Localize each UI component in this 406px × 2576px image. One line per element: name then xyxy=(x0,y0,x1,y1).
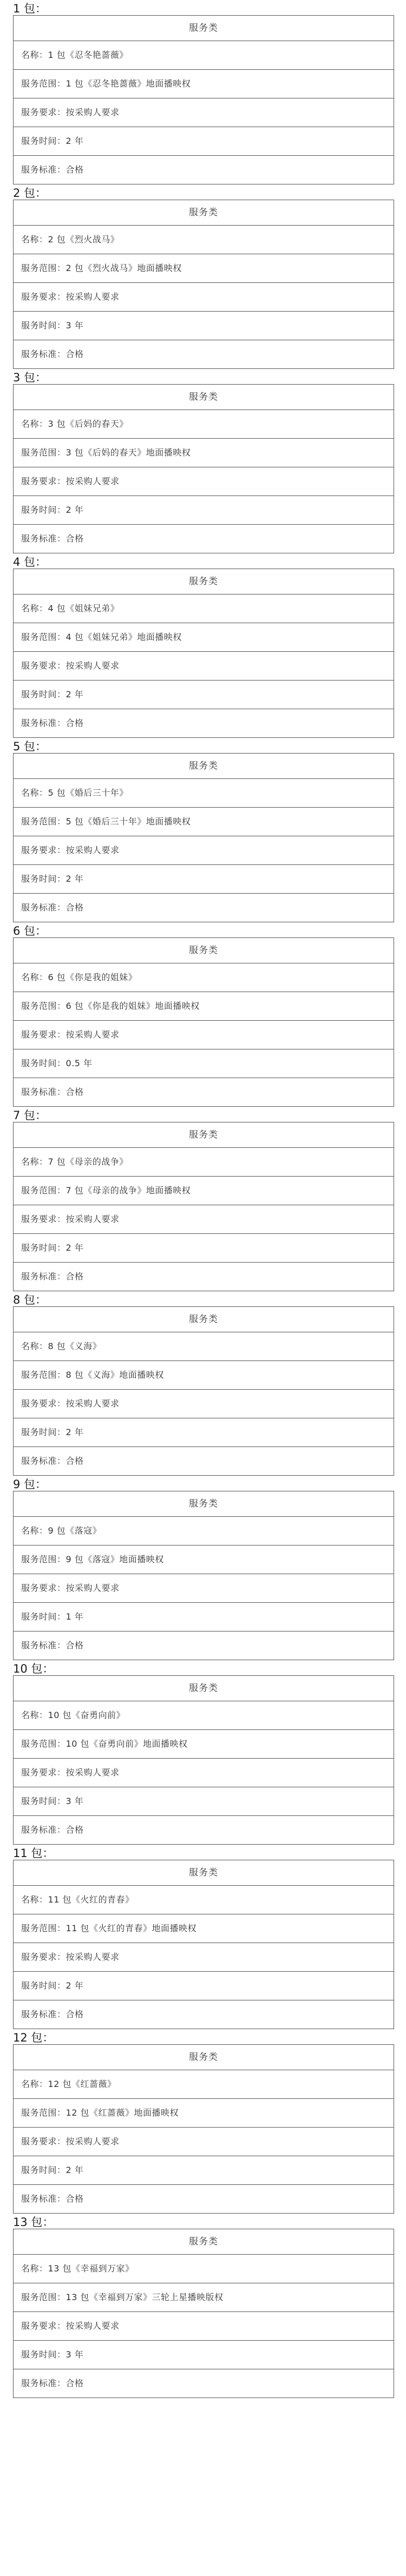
field-label: 服务要求： xyxy=(21,1767,66,1778)
service-standard-value: 合格 xyxy=(66,1456,84,1466)
field-label: 服务标准： xyxy=(21,533,66,544)
service-name-value: 1 包《忍冬艳蔷薇》 xyxy=(48,50,128,60)
service-table xyxy=(13,2229,394,2398)
package-section xyxy=(13,184,394,369)
service-name-row xyxy=(14,226,394,254)
package-label: 13 包： xyxy=(13,2216,54,2229)
service-name-row xyxy=(14,41,394,69)
service-scope-value: 4 包《姐妹兄弟》地面播映权 xyxy=(66,632,182,642)
service-period-row xyxy=(14,1602,394,1631)
service-requirement-value: 按采购人要求 xyxy=(66,1214,120,1224)
service-requirement-row xyxy=(14,282,394,311)
field-label: 服务范围： xyxy=(21,2292,66,2302)
package-section xyxy=(13,2214,394,2398)
service-name-row xyxy=(14,595,394,623)
service-scope-row xyxy=(14,1729,394,1758)
field-label: 服务时间： xyxy=(21,1427,66,1437)
service-name-value: 13 包《幸福到万家》 xyxy=(48,2263,134,2274)
service-requirement-value: 按采购人要求 xyxy=(66,2321,120,2331)
service-standard-row xyxy=(14,155,394,184)
service-name-row xyxy=(14,2070,394,2098)
service-category-header: 服务类 xyxy=(14,938,394,963)
package-section xyxy=(13,0,394,184)
package-section xyxy=(13,1476,394,1660)
service-category-header: 服务类 xyxy=(14,16,394,41)
service-requirement-row xyxy=(14,1389,394,1418)
field-label: 名称： xyxy=(21,1710,48,1720)
service-scope-row xyxy=(14,1176,394,1205)
field-label: 服务范围： xyxy=(21,1370,66,1380)
field-label: 服务标准： xyxy=(21,1271,66,1282)
service-category-header: 服务类 xyxy=(14,2045,394,2070)
service-standard-row xyxy=(14,524,394,553)
service-requirement-value: 按采购人要求 xyxy=(66,1767,120,1778)
field-label: 服务范围： xyxy=(21,816,66,827)
package-section xyxy=(13,738,394,922)
package-section xyxy=(13,1660,394,1845)
field-label: 服务范围： xyxy=(21,1923,66,1933)
service-name-row xyxy=(14,1886,394,1914)
service-category-header: 服务类 xyxy=(14,385,394,410)
service-requirement-row xyxy=(14,1205,394,1233)
service-period-row xyxy=(14,1418,394,1446)
package-section xyxy=(13,1107,394,1291)
service-period-row xyxy=(14,1233,394,1262)
service-name-value: 8 包《义海》 xyxy=(48,1341,102,1351)
service-category-header: 服务类 xyxy=(14,200,394,226)
field-label: 服务范围： xyxy=(21,263,66,273)
field-label: 服务时间： xyxy=(21,2349,66,2360)
service-requirement-row xyxy=(14,651,394,680)
service-category-header: 服务类 xyxy=(14,2229,394,2255)
package-section xyxy=(13,1291,394,1476)
field-label: 服务标准： xyxy=(21,2009,66,2019)
field-label: 名称： xyxy=(21,50,48,60)
service-period-row xyxy=(14,2156,394,2184)
field-label: 服务要求： xyxy=(21,292,66,302)
service-standard-row xyxy=(14,893,394,922)
service-requirement-value: 按采购人要求 xyxy=(66,107,120,117)
package-label: 4 包： xyxy=(13,556,47,569)
service-requirement-row xyxy=(14,2127,394,2156)
service-table xyxy=(13,753,394,922)
service-requirement-row xyxy=(14,98,394,127)
field-label: 名称： xyxy=(21,2263,48,2274)
service-requirement-value: 按采购人要求 xyxy=(66,1398,120,1409)
field-label: 服务范围： xyxy=(21,1739,66,1749)
service-requirement-row xyxy=(14,1758,394,1787)
service-name-row xyxy=(14,1332,394,1360)
service-standard-value: 合格 xyxy=(66,164,84,175)
package-label: 3 包： xyxy=(13,371,47,384)
service-period-row xyxy=(14,1787,394,1815)
package-label: 7 包： xyxy=(13,1109,47,1122)
service-requirement-value: 按采购人要求 xyxy=(66,660,120,671)
field-label: 服务要求： xyxy=(21,2136,66,2146)
service-scope-row xyxy=(14,1360,394,1389)
field-label: 服务要求： xyxy=(21,660,66,671)
package-section xyxy=(13,369,394,553)
service-scope-value: 2 包《烈火战马》地面播映权 xyxy=(66,263,182,273)
service-name-value: 10 包《奋勇向前》 xyxy=(48,1710,125,1720)
service-period-row xyxy=(14,2340,394,2369)
service-period-row xyxy=(14,1049,394,1078)
service-name-value: 3 包《后妈的春天》 xyxy=(48,419,128,429)
service-requirement-value: 按采购人要求 xyxy=(66,292,120,302)
service-scope-row xyxy=(14,1545,394,1574)
field-label: 名称： xyxy=(21,788,48,798)
service-name-value: 12 包《红蔷薇》 xyxy=(48,2079,116,2089)
service-scope-row xyxy=(14,623,394,651)
package-section xyxy=(13,922,394,1107)
field-label: 服务要求： xyxy=(21,476,66,486)
service-scope-row xyxy=(14,254,394,282)
service-category-header: 服务类 xyxy=(14,1122,394,1148)
service-scope-value: 9 包《落寇》地面播映权 xyxy=(66,1554,164,1564)
service-name-row xyxy=(14,963,394,992)
service-standard-row xyxy=(14,1631,394,1660)
service-scope-value: 13 包《幸福到万家》三轮上星播映版权 xyxy=(66,2292,224,2302)
service-standard-value: 合格 xyxy=(66,1087,84,1097)
service-requirement-row xyxy=(14,2311,394,2340)
service-requirement-value: 按采购人要求 xyxy=(66,1952,120,1962)
package-label: 11 包： xyxy=(13,1847,54,1860)
field-label: 服务时间： xyxy=(21,1243,66,1253)
service-scope-value: 3 包《后妈的春天》地面播映权 xyxy=(66,447,191,458)
field-label: 名称： xyxy=(21,1894,48,1905)
service-name-value: 2 包《烈火战马》 xyxy=(48,234,120,245)
service-standard-row xyxy=(14,1446,394,1475)
field-label: 服务标准： xyxy=(21,1456,66,1466)
field-label: 服务范围： xyxy=(21,1554,66,1564)
field-label: 服务要求： xyxy=(21,1214,66,1224)
service-period-value: 3 年 xyxy=(66,320,84,331)
field-label: 服务时间： xyxy=(21,874,66,884)
field-label: 服务时间： xyxy=(21,1796,66,1806)
service-standard-value: 合格 xyxy=(66,1640,84,1650)
service-name-value: 11 包《火红的青春》 xyxy=(48,1894,134,1905)
field-label: 名称： xyxy=(21,1525,48,1536)
package-section xyxy=(13,553,394,738)
field-label: 服务范围： xyxy=(21,632,66,642)
field-label: 名称： xyxy=(21,603,48,613)
service-table xyxy=(13,1122,394,1291)
field-label: 名称： xyxy=(21,972,48,982)
field-label: 服务范围： xyxy=(21,1001,66,1011)
service-scope-value: 8 包《义海》地面播映权 xyxy=(66,1370,164,1380)
field-label: 服务标准： xyxy=(21,1087,66,1097)
field-label: 名称： xyxy=(21,419,48,429)
package-label: 6 包： xyxy=(13,924,47,937)
service-standard-value: 合格 xyxy=(66,1825,84,1835)
field-label: 名称： xyxy=(21,2079,48,2089)
field-label: 名称： xyxy=(21,1341,48,1351)
field-label: 服务要求： xyxy=(21,1952,66,1962)
service-name-value: 4 包《姐妹兄弟》 xyxy=(48,603,120,613)
package-label: 9 包： xyxy=(13,1478,47,1491)
field-label: 服务时间： xyxy=(21,1058,66,1068)
field-label: 服务标准： xyxy=(21,718,66,728)
field-label: 服务要求： xyxy=(21,1029,66,1040)
service-requirement-row xyxy=(14,836,394,864)
field-label: 服务要求： xyxy=(21,107,66,117)
service-requirement-row xyxy=(14,1943,394,1971)
service-name-row xyxy=(14,410,394,438)
service-scope-value: 7 包《母亲的战争》地面播映权 xyxy=(66,1185,191,1195)
service-name-value: 9 包《落寇》 xyxy=(48,1525,102,1536)
service-scope-value: 10 包《奋勇向前》地面播映权 xyxy=(66,1739,188,1749)
package-label: 8 包： xyxy=(13,1293,47,1306)
service-scope-value: 12 包《红蔷薇》地面播映权 xyxy=(66,2108,179,2118)
service-period-value: 0.5 年 xyxy=(66,1058,93,1068)
service-standard-row xyxy=(14,2369,394,2397)
field-label: 服务标准： xyxy=(21,2194,66,2204)
service-standard-row xyxy=(14,1815,394,1844)
service-category-header: 服务类 xyxy=(14,754,394,779)
service-standard-value: 合格 xyxy=(66,718,84,728)
service-scope-value: 6 包《你是我的姐妹》地面播映权 xyxy=(66,1001,200,1011)
service-name-value: 6 包《你是我的姐妹》 xyxy=(48,972,137,982)
service-name-value: 7 包《母亲的战争》 xyxy=(48,1157,128,1167)
service-period-value: 2 年 xyxy=(66,1427,84,1437)
field-label: 服务要求： xyxy=(21,845,66,855)
service-name-row xyxy=(14,779,394,807)
field-label: 服务标准： xyxy=(21,164,66,175)
field-label: 服务范围： xyxy=(21,2108,66,2118)
field-label: 服务时间： xyxy=(21,320,66,331)
service-table xyxy=(13,200,394,369)
field-label: 名称： xyxy=(21,234,48,245)
service-period-row xyxy=(14,496,394,524)
service-standard-row xyxy=(14,709,394,737)
service-standard-value: 合格 xyxy=(66,1271,84,1282)
service-period-value: 3 年 xyxy=(66,1796,84,1806)
service-period-value: 2 年 xyxy=(66,505,84,515)
service-category-header: 服务类 xyxy=(14,1307,394,1332)
service-name-row xyxy=(14,2255,394,2283)
service-requirement-value: 按采购人要求 xyxy=(66,1029,120,1040)
service-category-header: 服务类 xyxy=(14,1676,394,1701)
field-label: 服务时间： xyxy=(21,136,66,146)
package-label: 12 包： xyxy=(13,2031,54,2044)
service-table xyxy=(13,1860,394,2029)
service-requirement-row xyxy=(14,1020,394,1049)
service-name-row xyxy=(14,1517,394,1545)
package-label: 2 包： xyxy=(13,187,47,200)
service-period-value: 2 年 xyxy=(66,1980,84,1991)
service-table xyxy=(13,1491,394,1660)
field-label: 服务要求： xyxy=(21,1398,66,1409)
service-period-row xyxy=(14,680,394,709)
service-table xyxy=(13,2044,394,2214)
service-standard-value: 合格 xyxy=(66,2194,84,2204)
service-period-value: 2 年 xyxy=(66,689,84,699)
service-period-row xyxy=(14,864,394,893)
field-label: 服务要求： xyxy=(21,2321,66,2331)
service-standard-value: 合格 xyxy=(66,902,84,913)
service-standard-value: 合格 xyxy=(66,2378,84,2388)
service-period-row xyxy=(14,311,394,340)
service-name-row xyxy=(14,1701,394,1729)
service-scope-row xyxy=(14,807,394,836)
service-standard-value: 合格 xyxy=(66,533,84,544)
service-period-value: 1 年 xyxy=(66,1611,84,1622)
service-standard-value: 合格 xyxy=(66,349,84,359)
service-standard-row xyxy=(14,2000,394,2029)
service-requirement-row xyxy=(14,467,394,496)
field-label: 服务时间： xyxy=(21,1980,66,1991)
service-requirement-value: 按采购人要求 xyxy=(66,845,120,855)
service-standard-row xyxy=(14,340,394,368)
service-period-value: 2 年 xyxy=(66,2165,84,2175)
field-label: 名称： xyxy=(21,1157,48,1167)
service-scope-value: 11 包《火红的青春》地面播映权 xyxy=(66,1923,197,1933)
service-category-header: 服务类 xyxy=(14,1491,394,1517)
service-standard-value: 合格 xyxy=(66,2009,84,2019)
field-label: 服务标准： xyxy=(21,1825,66,1835)
service-scope-row xyxy=(14,1914,394,1943)
field-label: 服务要求： xyxy=(21,1583,66,1593)
package-label: 5 包： xyxy=(13,740,47,753)
service-scope-value: 1 包《忍冬艳蔷薇》地面播映权 xyxy=(66,78,191,89)
service-standard-row xyxy=(14,1078,394,1106)
service-period-value: 3 年 xyxy=(66,2349,84,2360)
service-name-value: 5 包《婚后三十年》 xyxy=(48,788,128,798)
service-scope-row xyxy=(14,69,394,98)
service-table xyxy=(13,937,394,1107)
field-label: 服务标准： xyxy=(21,349,66,359)
service-category-header: 服务类 xyxy=(14,569,394,595)
service-period-row xyxy=(14,1971,394,2000)
service-table xyxy=(13,1306,394,1476)
service-scope-row xyxy=(14,438,394,467)
service-scope-row xyxy=(14,992,394,1020)
service-requirement-value: 按采购人要求 xyxy=(66,2136,120,2146)
service-period-value: 2 年 xyxy=(66,136,84,146)
field-label: 服务时间： xyxy=(21,505,66,515)
service-scope-row xyxy=(14,2283,394,2311)
service-table xyxy=(13,384,394,553)
service-name-row xyxy=(14,1148,394,1176)
package-section xyxy=(13,2029,394,2214)
service-period-value: 2 年 xyxy=(66,1243,84,1253)
field-label: 服务标准： xyxy=(21,2378,66,2388)
field-label: 服务范围： xyxy=(21,78,66,89)
field-label: 服务时间： xyxy=(21,1611,66,1622)
package-label: 1 包： xyxy=(13,2,47,15)
service-table xyxy=(13,15,394,184)
service-table xyxy=(13,569,394,738)
service-table xyxy=(13,1675,394,1845)
field-label: 服务标准： xyxy=(21,902,66,913)
field-label: 服务标准： xyxy=(21,1640,66,1650)
service-category-header: 服务类 xyxy=(14,1860,394,1886)
field-label: 服务时间： xyxy=(21,689,66,699)
package-section xyxy=(13,1845,394,2029)
service-period-value: 2 年 xyxy=(66,874,84,884)
service-scope-row xyxy=(14,2098,394,2127)
service-period-row xyxy=(14,127,394,155)
field-label: 服务范围： xyxy=(21,1185,66,1195)
service-requirement-row xyxy=(14,1574,394,1602)
service-requirement-value: 按采购人要求 xyxy=(66,1583,120,1593)
field-label: 服务范围： xyxy=(21,447,66,458)
service-scope-value: 5 包《婚后三十年》地面播映权 xyxy=(66,816,191,827)
service-requirement-value: 按采购人要求 xyxy=(66,476,120,486)
package-label: 10 包： xyxy=(13,1662,54,1675)
service-standard-row xyxy=(14,2184,394,2213)
field-label: 服务时间： xyxy=(21,2165,66,2175)
service-standard-row xyxy=(14,1262,394,1291)
